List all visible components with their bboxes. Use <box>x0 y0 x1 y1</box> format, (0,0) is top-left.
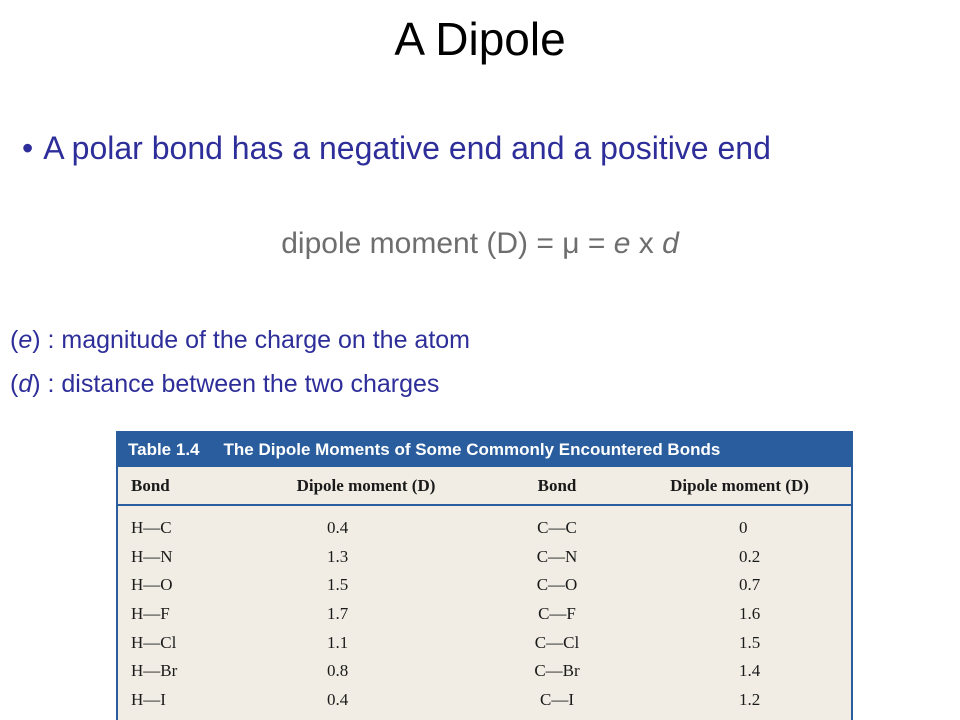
bullet-marker: • <box>22 130 34 166</box>
header-dipole-moment: Dipole moment (D) <box>670 475 809 495</box>
bond-cell: H—Cl <box>131 632 177 652</box>
bond-cell: H—O <box>131 575 173 595</box>
bond-cell: H—N <box>131 546 173 566</box>
definition-d: (d) : distance between the two charges <box>10 370 440 398</box>
formula-prefix: dipole moment (D) = <box>281 227 563 260</box>
table-row <box>118 571 851 600</box>
definition-e: (e) : magnitude of the charge on the atom <box>10 326 471 354</box>
definitions <box>10 318 470 406</box>
bond-cell: C—O <box>536 575 578 595</box>
formula-eq: = <box>579 227 614 260</box>
value-cell: 0.2 <box>739 546 761 566</box>
table-title: The Dipole Moments of Some Commonly Encountered Bonds <box>223 440 721 459</box>
bond-cell: C—Cl <box>534 632 580 652</box>
bond-cell: C—N <box>536 546 578 566</box>
value-cell: 1.7 <box>327 604 349 624</box>
bond-cell: H—Br <box>131 661 178 681</box>
bond-cell: H—F <box>131 604 170 624</box>
bond-cell: C—C <box>537 518 577 538</box>
bond-cell: C—F <box>538 604 576 624</box>
value-cell: 0 <box>739 518 748 538</box>
value-cell: 0.4 <box>327 518 349 538</box>
table-caption <box>118 433 851 467</box>
value-cell: 0.8 <box>327 661 349 681</box>
bond-cell: C—I <box>540 689 574 709</box>
table-row <box>118 543 851 572</box>
value-cell: 1.4 <box>739 661 761 681</box>
table-row <box>118 657 851 686</box>
table-header-row <box>118 467 851 506</box>
bond-cell: H—I <box>131 689 166 709</box>
table-row <box>118 628 851 657</box>
bond-cell: C—Br <box>534 661 580 681</box>
header-bond: Bond <box>131 475 170 495</box>
value-cell: 1.1 <box>327 632 349 652</box>
value-cell: 1.2 <box>739 689 761 709</box>
definition-symbol: d <box>18 370 33 398</box>
definition-text: : magnitude of the charge on the atom <box>40 326 471 354</box>
dipole-formula <box>0 224 960 264</box>
header-dipole-moment: Dipole moment (D) <box>296 475 436 495</box>
table-number: Table 1.4 <box>128 440 200 459</box>
slide-title: A Dipole <box>394 13 566 65</box>
table-row <box>118 600 851 629</box>
definition-text: : distance between the two charges <box>40 370 440 398</box>
table-row <box>118 514 851 543</box>
bullet-point <box>22 126 771 170</box>
value-cell: 1.6 <box>739 604 761 624</box>
table-row <box>118 686 851 715</box>
formula-x: x <box>630 227 663 260</box>
formula-e: e <box>613 227 631 260</box>
bullet-text: A polar bond has a negative end and a positive end <box>43 130 771 166</box>
value-cell: 1.5 <box>327 575 349 595</box>
header-bond: Bond <box>537 475 577 495</box>
definition-symbol: e <box>18 326 33 354</box>
formula-mu: μ <box>562 227 580 260</box>
value-cell: 0.7 <box>739 575 761 595</box>
table-body <box>118 506 851 714</box>
value-cell: 0.4 <box>327 689 349 709</box>
value-cell: 1.3 <box>327 546 349 566</box>
bond-cell: H—C <box>131 518 172 538</box>
formula-d: d <box>662 227 679 260</box>
value-cell: 1.5 <box>739 632 761 652</box>
dipole-table <box>116 431 853 720</box>
